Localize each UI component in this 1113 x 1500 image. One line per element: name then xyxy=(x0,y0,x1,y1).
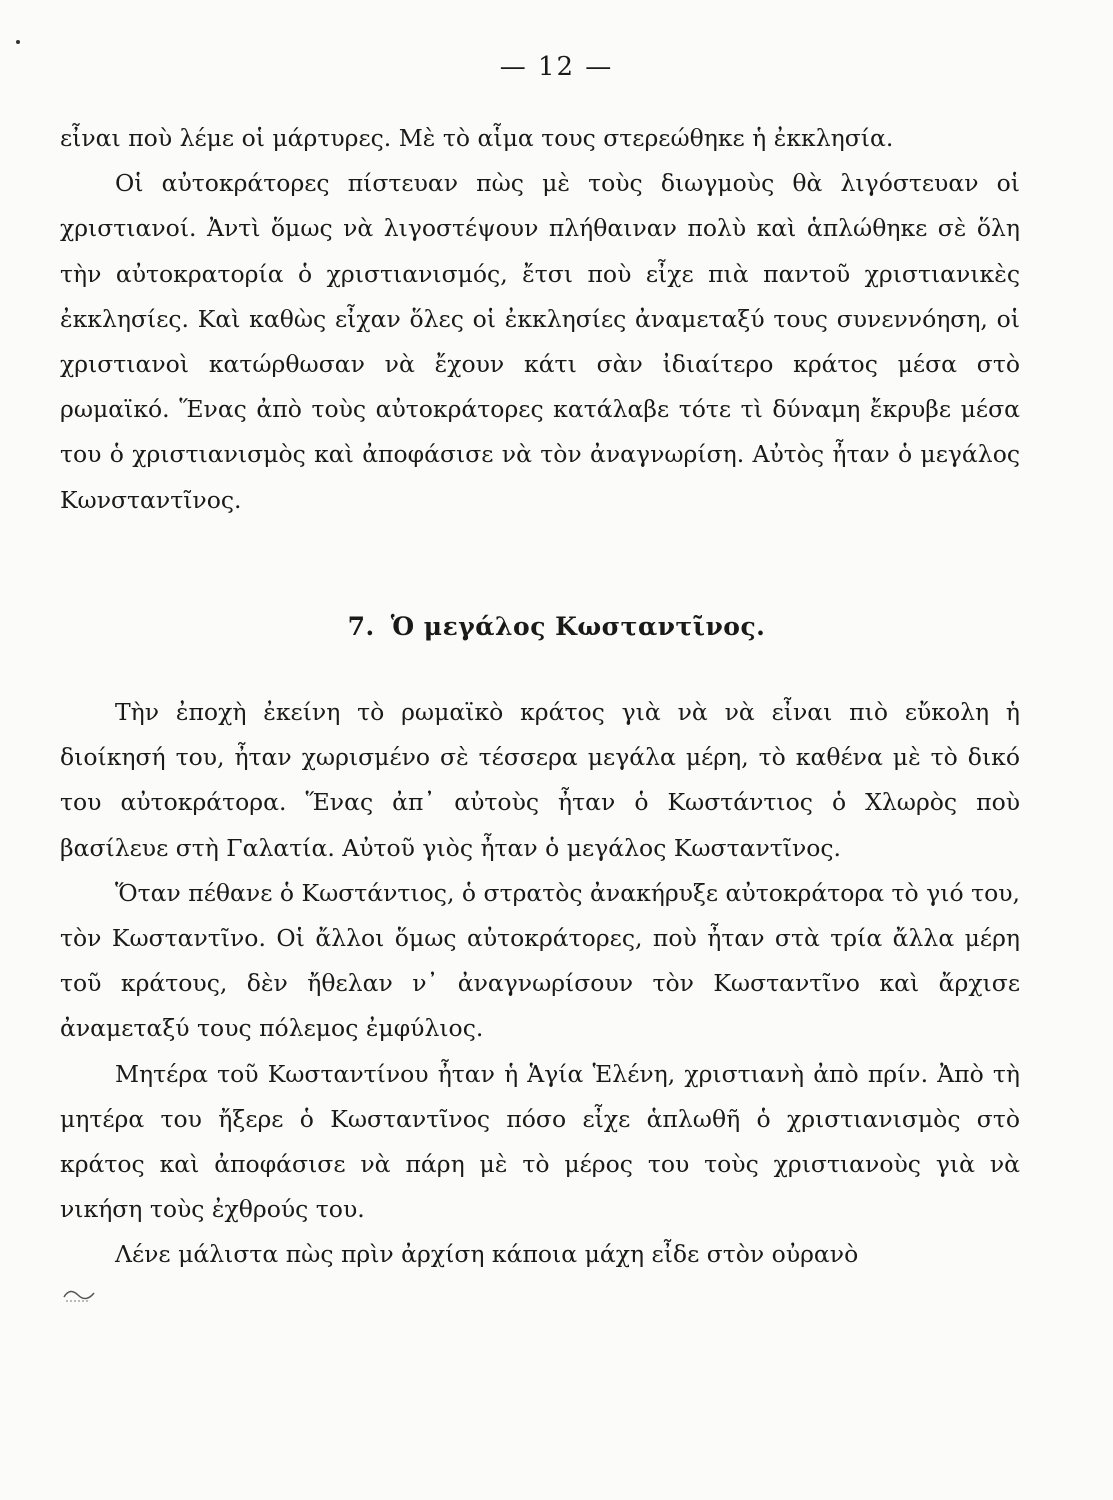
paragraph: Οἱ αὐτοκράτορες πίστευαν πὼς μὲ τοὺς διωγμοὺς θὰ λιγόστευαν οἱ χριστιανοί. Ἀντὶ ὅμως νὰ λιγοστέψουν πλήθαιναν πολὺ καὶ ἁπλώθηκε σὲ ὅλη τὴν αὐτοκρατορία ὁ χριστιανισμός, ἔτσι ποὺ εἶχε πιὰ παντοῦ χριστιανικὲς ἐκκλησίες. Καὶ καθὼς εἶχαν ὅλες οἱ ἐκκλησίες ἀναμεταξύ τους συνεννόηση, οἱ χριστιανοὶ κατώρθωσαν νὰ ἔχουν κάτι σὰν ἰδιαίτερο κράτος μέσα στὸ ρωμαϊκό. Ἕνας ἀπὸ τοὺς αὐτοκράτορες κατάλαβε τότε τὶ δύναμη ἔκρυβε μέσα του ὁ χριστιανισμὸς καὶ ἀποφάσισε νὰ τὸν ἀναγνωρίση. Αὐτὸς ἦταν ὁ μεγάλος Κωνσταντῖνος. xyxy=(60,169,1020,514)
text-section-bottom xyxy=(60,690,1020,1278)
text-section-top xyxy=(60,116,1020,523)
paragraph: Ὅταν πέθανε ὁ Κωστάντιος, ὁ στρατὸς ἀνακήρυξε αὐτοκράτορα τὸ γιό του, τὸν Κωσταντῖνο. Οἱ ἄλλοι ὅμως αὐτοκράτορες, ποὺ ἦταν στὰ τρία ἄλλα μέρη τοῦ κράτους, δὲν ἤθελαν ν᾿ ἀναγνωρίσουν τὸν Κωσταντῖνο καὶ ἄρχισε ἀναμεταξύ τους πόλεμος ἐμφύλιος. xyxy=(60,878,1020,1043)
ink-speck xyxy=(16,40,20,44)
margin-scribble-mark xyxy=(60,1283,100,1305)
chapter-title: Ὁ μεγάλος Κωσταντῖνος. xyxy=(390,612,766,641)
paragraph: Λένε μάλιστα πὼς πρὶν ἀρχίση κάποια μάχη εἶδε στὸν οὐρανὸ xyxy=(115,1240,859,1269)
page-number: — 12 — xyxy=(499,52,614,82)
paragraph: εἶναι ποὺ λέμε οἱ μάρτυρες. Μὲ τὸ αἷμα τους στερεώθηκε ἡ ἐκκλησία. xyxy=(60,124,894,152)
chapter-heading xyxy=(0,612,1113,641)
paragraph: Μητέρα τοῦ Κωσταντίνου ἦταν ἡ Ἁγία Ἑλένη, χριστιανὴ ἀπὸ πρίν. Ἀπὸ τὴ μητέρα του ἤξερε ὁ Κωσταντῖνος πόσο εἶχε ἁπλωθῆ ὁ χριστιανισμὸς στὸ κράτος καὶ ἀποφάσισε νὰ πάρη μὲ τὸ μέρος του τοὺς χριστιανοὺς γιὰ νὰ νικήση τοὺς ἐχθρούς του. xyxy=(60,1059,1020,1224)
paragraph: Τὴν ἐποχὴ ἐκείνη τὸ ρωμαϊκὸ κράτος γιὰ νὰ νὰ εἶναι πιὸ εὔκολη ἡ διοίκησή του, ἦταν χωρισμένο σὲ τέσσερα μεγάλα μέρη, τὸ καθένα μὲ τὸ δικό του αὐτοκράτορα. Ἕνας ἀπ᾿ αὐτοὺς ἦταν ὁ Κωστάντιος ὁ Χλωρὸς ποὺ βασίλευε στὴ Γαλατία. Αὐτοῦ γιὸς ἦταν ὁ μεγάλος Κωσταντῖνος. xyxy=(60,698,1020,862)
chapter-number: 7. xyxy=(347,612,375,641)
